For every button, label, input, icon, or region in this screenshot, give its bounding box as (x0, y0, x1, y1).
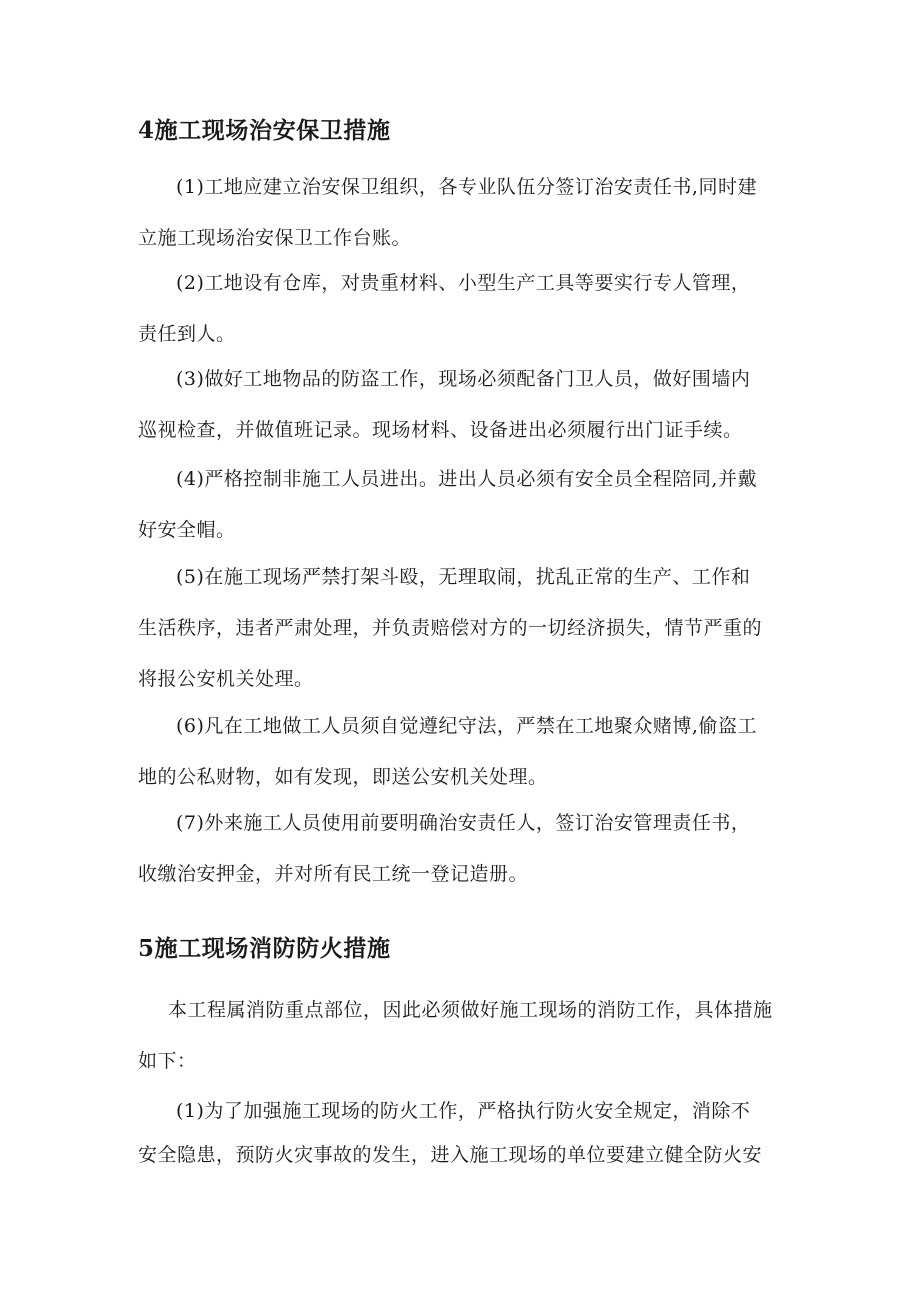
section-4-paragraph-1 (138, 162, 786, 264)
paragraph-line: (4)严格控制非施工人员进出。进出人员必须有安全员全程陪同,并戴 (176, 468, 757, 490)
paragraph-line: 将报公安机关处理。 (138, 668, 314, 690)
section-5-intro-paragraph (138, 985, 786, 1087)
section-4-paragraph-3 (138, 354, 786, 456)
paragraph-line: 巡视检查，并做值班记录。现场材料、设备进出必须履行出门证手续。 (138, 419, 743, 441)
paragraph-line: 生活秩序，违者严肃处理，并负责赔偿对方的一切经济损失，情节严重的 (138, 617, 763, 639)
section-4-paragraph-7 (138, 798, 786, 900)
paragraph-line: 收缴治安押金，并对所有民工统一登记造册。 (138, 863, 529, 885)
section-4-paragraph-2 (138, 258, 786, 360)
paragraph-line: 本工程属消防重点部位，因此必须做好施工现场的消防工作，具体措施 (168, 999, 773, 1021)
section-4-paragraph-6 (138, 701, 786, 803)
paragraph-line: 如下： (138, 1050, 197, 1072)
paragraph-line: 好安全帽。 (138, 519, 236, 541)
paragraph-line: (6)凡在工地做工人员须自觉遵纪守法，严禁在工地聚众赌博,偷盗工 (176, 715, 757, 737)
paragraph-line: (5)在施工现场严禁打架斗殴，无理取闹，扰乱正常的生产、工作和 (176, 566, 751, 588)
paragraph-line: 立施工现场治安保卫工作台账。 (138, 227, 412, 249)
paragraph-line: (7)外来施工人员使用前要明确治安责任人，签订治安管理责任书， (176, 812, 751, 834)
section-5-heading: 5施工现场消防防火措施 (138, 935, 391, 962)
paragraph-line: (1)工地应建立治安保卫组织，各专业队伍分签订治安责任书,同时建 (176, 176, 757, 198)
section-5-paragraph-1 (138, 1089, 786, 1177)
section-4-heading: 4施工现场治安保卫措施 (138, 117, 391, 144)
section-4-paragraph-5 (138, 552, 786, 705)
paragraph-line: 安全隐患，预防火灾事故的发生，进入施工现场的单位要建立健全防火安 (138, 1144, 763, 1166)
paragraph-line: (1)为了加强施工现场的防火工作，严格执行防火安全规定，消除不 (176, 1100, 751, 1122)
paragraph-line: (3)做好工地物品的防盗工作，现场必须配备门卫人员，做好围墙内 (176, 368, 751, 390)
section-4-paragraph-4 (138, 454, 786, 556)
paragraph-line: 责任到人。 (138, 323, 236, 345)
paragraph-line: 地的公私财物，如有发现，即送公安机关处理。 (138, 766, 548, 788)
paragraph-line: (2)工地设有仓库，对贵重材料、小型生产工具等要实行专人管理， (176, 272, 751, 294)
